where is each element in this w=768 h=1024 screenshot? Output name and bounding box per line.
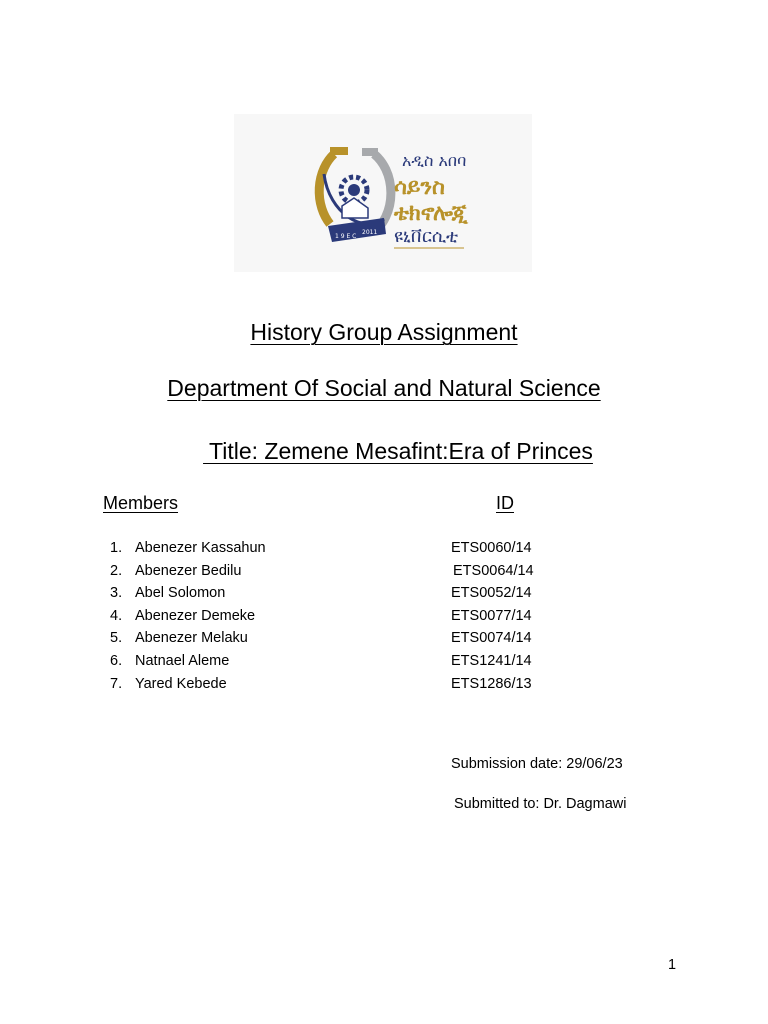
members-column-header: Members	[103, 493, 179, 513]
logo-line-4: ዩኒቨርሲቲ	[394, 226, 459, 247]
member-id: ETS1241/14	[451, 652, 532, 669]
university-logo	[234, 114, 532, 272]
member-name: Abenezer Kassahun	[135, 540, 266, 556]
member-row	[0, 650, 768, 673]
member-row	[0, 673, 768, 696]
member-row	[0, 605, 768, 628]
document-title: History Group Assignment	[250, 319, 518, 345]
member-row	[0, 627, 768, 650]
member-number: 4.	[110, 607, 123, 624]
svg-text:2011: 2011	[362, 229, 378, 236]
submitted-to: Submitted to: Dr. Dagmawi	[454, 796, 627, 812]
member-row	[0, 582, 768, 605]
logo-emblem-icon	[234, 114, 532, 272]
member-id: ETS0060/14	[451, 540, 532, 556]
member-id: ETS1286/13	[451, 675, 532, 692]
logo-line-1: አዲስ አበባ	[402, 151, 467, 170]
member-name: Natnael Aleme	[135, 652, 230, 669]
id-column-header: ID	[496, 493, 514, 513]
member-name: Abenezer Demeke	[135, 607, 256, 624]
member-id: ETS0052/14	[451, 585, 532, 602]
members-list	[0, 537, 768, 695]
member-id: ETS0064/14	[453, 562, 534, 579]
member-number: 6.	[110, 652, 123, 669]
member-name: Abel Solomon	[135, 585, 226, 602]
assignment-title: Title: Zemene Mesafint:Era of Princes	[203, 438, 593, 464]
member-number: 2.	[110, 562, 123, 579]
member-number: 7.	[110, 675, 123, 692]
logo-line-2: ሳይንስ	[394, 175, 445, 200]
member-name: Yared Kebede	[135, 675, 227, 692]
member-number: 3.	[110, 585, 123, 602]
svg-text:1 9 E C: 1 9 E C	[335, 233, 357, 240]
member-row	[0, 560, 768, 583]
submission-date: Submission date: 29/06/23	[451, 756, 623, 772]
member-id: ETS0077/14	[451, 607, 532, 624]
member-id: ETS0074/14	[451, 630, 532, 647]
member-name: Abenezer Bedilu	[135, 562, 242, 579]
member-number: 1.	[110, 540, 123, 556]
member-number: 5.	[110, 630, 123, 647]
page-number: 1	[668, 957, 677, 973]
logo-line-3: ቴክኖሎጂ	[394, 201, 468, 226]
member-name: Abenezer Melaku	[135, 630, 248, 647]
department-name: Department Of Social and Natural Science	[167, 375, 601, 401]
member-row	[0, 537, 768, 560]
